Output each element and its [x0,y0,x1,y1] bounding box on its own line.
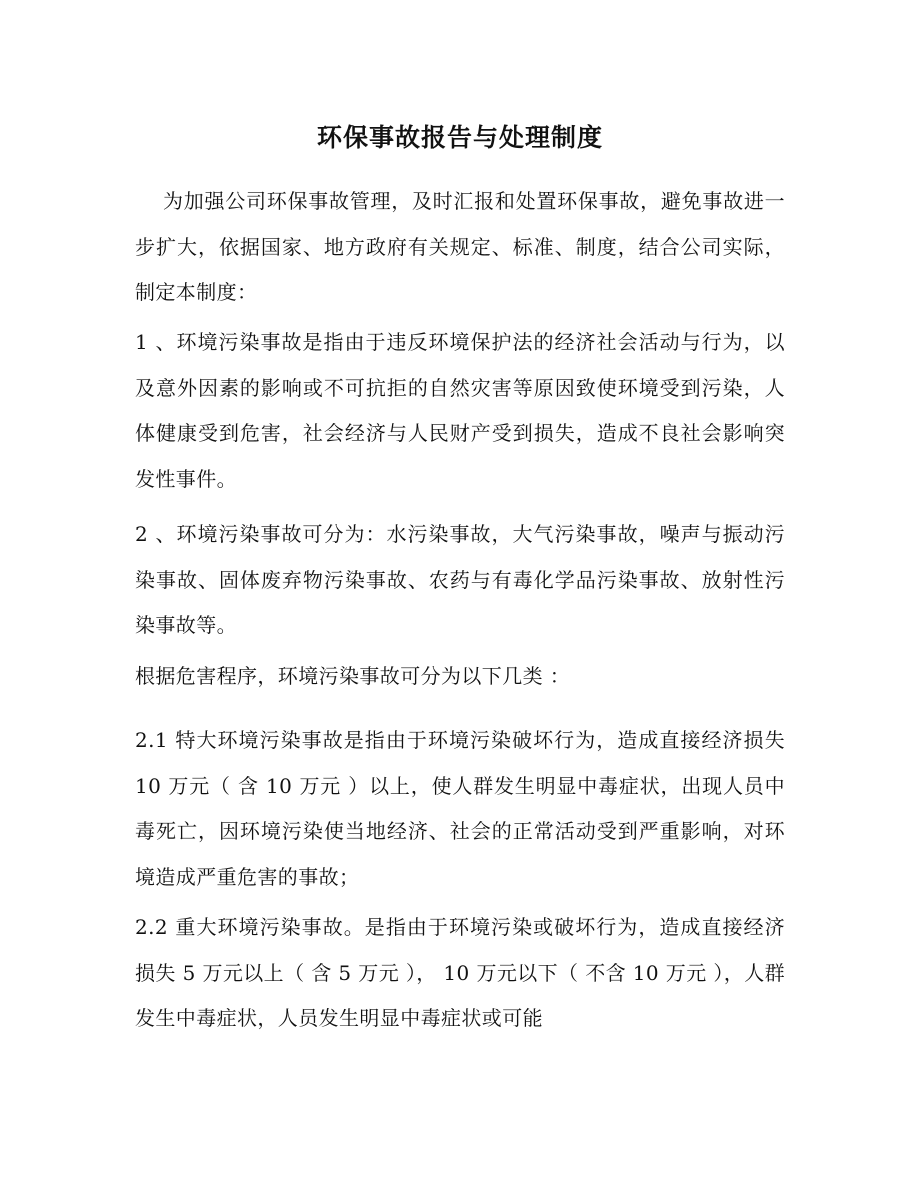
intro-paragraph: 为加强公司环保事故管理，及时汇报和处置环保事故，避免事故进一步扩大，依据国家、地方政府有关规定、标准、制度，结合公司实际，制定本制度： [135,189,785,304]
item-2-2-paragraph: 2.2 重大环境污染事故。是指由于环境污染或破坏行为，造成直接经济损失 5 万元以上（ 含 5 万元 ）， 10 万元以下（ 不含 10 万元 ），人群发生中毒症状，人员发生明显中毒症状或可能 [135,915,785,1030]
item-1-paragraph: 1 、环境污染事故是指由于违反环境保护法的经济社会活动与行为，以及意外因素的影响或不可抗拒的自然灾害等原因致使环境受到污染，人体健康受到危害，社会经济与人民财产受到损失，造成不良社会影响突发性事件。 [135,330,785,491]
document-title: 环保事故报告与处理制度 [316,123,603,152]
item-2-paragraph: 2 、环境污染事故可分为：水污染事故，大气污染事故，噪声与振动污染事故、固体废弃物污染事故、农药与有毒化学品污染事故、放射性污染事故等。 [135,522,785,637]
classification-paragraph: 根据危害程序，环境污染事故可分为以下几类 ： [135,664,571,688]
item-2-1-paragraph: 2.1 特大环境污染事故是指由于环境污染破坏行为，造成直接经济损失 10 万元（ 含 10 万元 ）以上，使人群发生明显中毒症状，出现人员中毒死亡，因环境污染使当地经济、社会的正常活动受到严重影响，对环境造成严重危害的事故； [135,728,785,889]
